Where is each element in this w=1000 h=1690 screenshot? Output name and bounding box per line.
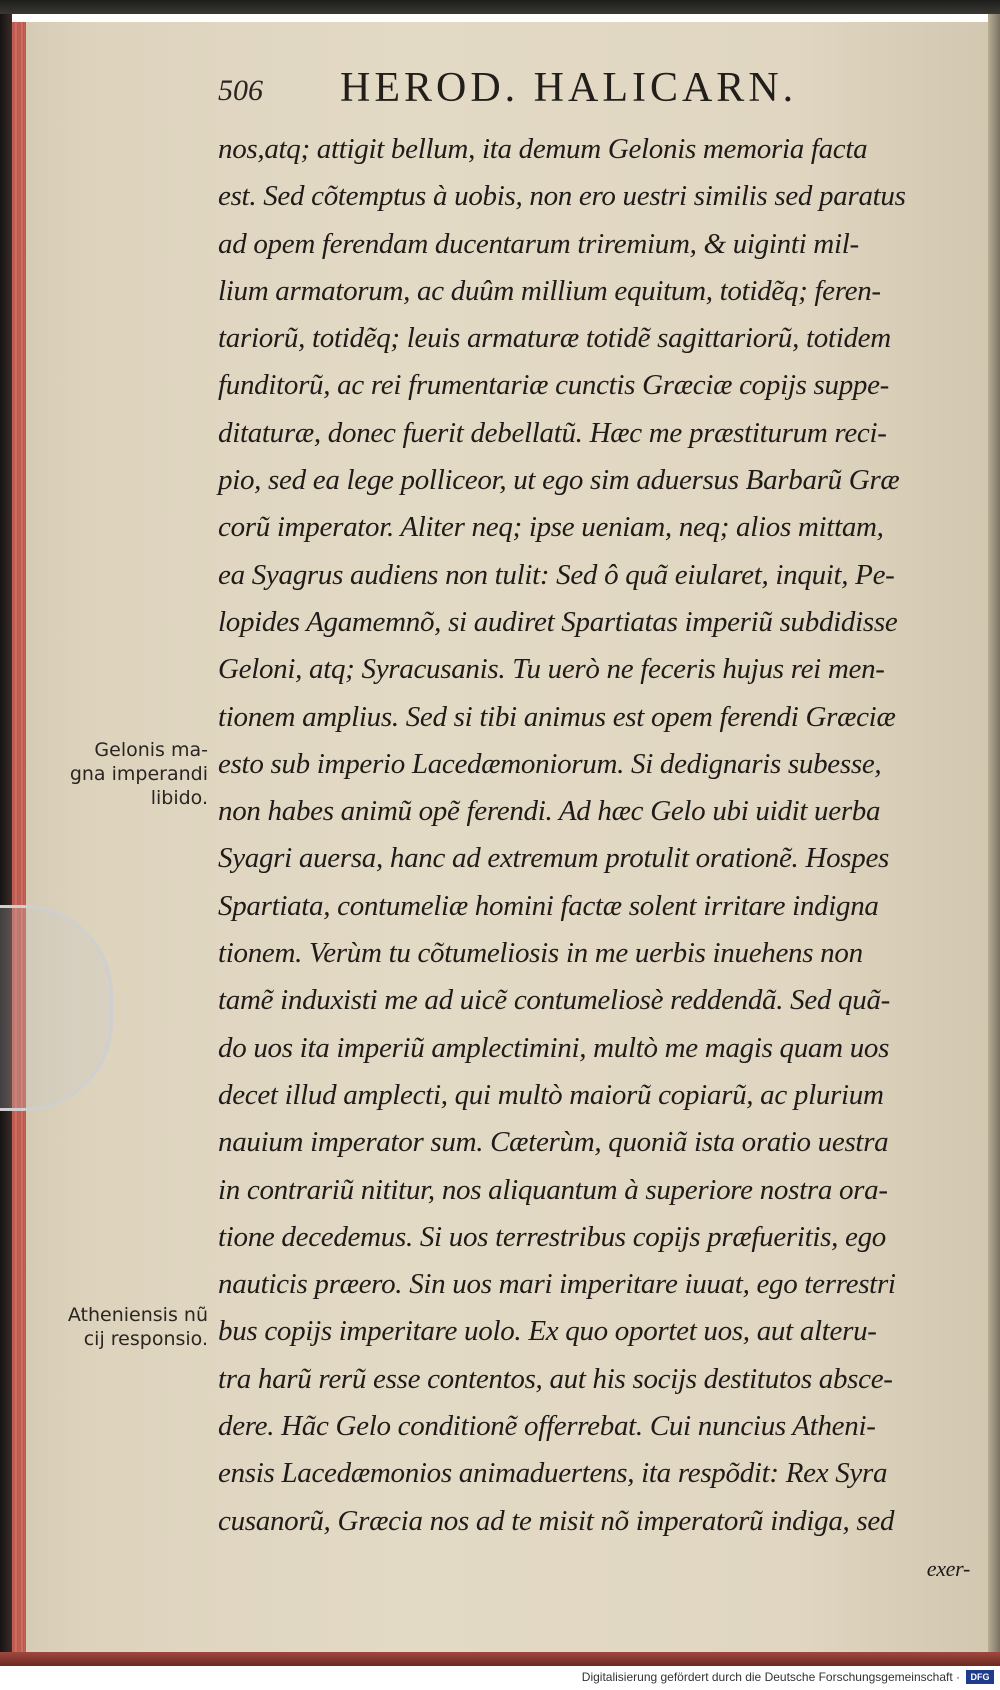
text-line: tra harũ rerũ esse contentos, aut his socijs destitutos absce- xyxy=(218,1362,893,1395)
book-bottom-edge xyxy=(0,1652,1000,1666)
page-gutter-edge xyxy=(988,14,1000,1654)
text-line: ensis Lacedæmonios animaduertens, ita respõdit: Rex Syra xyxy=(218,1457,888,1490)
text-line: ditaturæ, donec fuerit debellatũ. Hæc me præstiturum reci- xyxy=(218,416,887,449)
text-line: tariorũ, totidẽq; leuis armaturæ totidẽ sagittariorũ, totidem xyxy=(218,322,891,355)
text-line: funditorũ, ac rei frumentariæ cunctis Græciæ copijs suppe- xyxy=(218,369,890,402)
text-line: bus copijs imperitare uolo. Ex quo oportet uos, aut alteru- xyxy=(218,1315,877,1348)
sidenote-line: libido. xyxy=(150,787,208,809)
text-line: tamẽ induxisti me ad uicẽ contumeliosè reddendã. Sed quã- xyxy=(218,984,891,1017)
text-line: pio, sed ea lege polliceor, ut ego sim aduersus Barbarũ Græ xyxy=(218,464,900,497)
text-line: nauticis præero. Sin uos mari imperitare iuuat, ego terrestri xyxy=(218,1268,896,1301)
text-line: do uos ita imperiũ amplectimini, multò me magis quam uos xyxy=(218,1031,890,1064)
text-line: tionem amplius. Sed si tibi animus est opem ferendi Græciæ xyxy=(218,700,896,733)
text-line: lopides Agamemnõ, si audiret Spartiatas imperiũ subdidisse xyxy=(218,605,898,638)
text-line: ea Syagrus audiens non tulit: Sed ô quã eiularet, inquit, Pe- xyxy=(218,558,895,591)
running-head xyxy=(218,64,958,112)
body-text xyxy=(218,126,970,1592)
text-line: in contrariũ nititur, nos aliquantum à superiore nostra ora- xyxy=(218,1173,888,1206)
text-line: non habes animũ opẽ ferendi. Ad hæc Gelo ubi uidit uerba xyxy=(218,795,881,828)
text-line: decet illud amplecti, qui multò maiorũ copiarũ, ac plurium xyxy=(218,1078,884,1111)
text-line: Syagri auersa, hanc ad extremum protulit orationẽ. Hospes xyxy=(218,842,890,875)
sidenote-line: Gelonis ma- xyxy=(94,739,208,761)
sidenote-line: cij responsio. xyxy=(83,1328,208,1350)
catchword: exer- xyxy=(926,1555,970,1581)
sidenote-line: Atheniensis nũ xyxy=(67,1304,208,1326)
text-line: lium armatorum, ac duûm millium equitum, totidẽq; feren- xyxy=(218,274,881,307)
text-line: esto sub imperio Lacedæmoniorum. Si dedignaris subesse, xyxy=(218,747,882,780)
text-line: tione decedemus. Si uos terrestribus copijs præfueritis, ego xyxy=(218,1220,887,1253)
page-title: HEROD. HALICARN. xyxy=(340,65,798,111)
text-line: nauium imperator sum. Cæterùm, quoniã ista oratio uestra xyxy=(218,1126,889,1159)
text-line: dere. Hãc Gelo conditionẽ offerrebat. Cui nuncius Atheni- xyxy=(218,1410,876,1443)
text-line: est. Sed cõtemptus à uobis, non ero uestri similis sed paratus xyxy=(218,180,906,213)
dfg-logo-icon: DFG xyxy=(966,1670,994,1684)
sidenote-line: gna imperandi xyxy=(69,763,208,785)
sidenote-atheniensis xyxy=(18,1303,208,1351)
text-line: nos,atq; attigit bellum, ita demum Gelonis memoria facta xyxy=(218,133,868,165)
text-line: tionem. Verùm tu cõtumeliosis in me uerbis inuehens non xyxy=(218,937,863,970)
book-top-edge xyxy=(0,0,1000,14)
text-line: ad opem ferendam ducentarum triremium, & uiginti mil- xyxy=(218,227,859,260)
text-line: Spartiata, contumeliæ homini factæ solent irritare indigna xyxy=(218,889,879,922)
page-number: 506 xyxy=(218,74,263,107)
digitization-footer xyxy=(0,1666,1000,1690)
footer-credit: Digitalisierung gefördert durch die Deutsche Forschungsgemeinschaft · xyxy=(581,1670,960,1684)
text-line: cusanorũ, Græcia nos ad te misit nõ imperatorũ indiga, sed xyxy=(218,1504,895,1537)
sidenote-gelonis xyxy=(48,738,208,810)
book-spine xyxy=(0,14,12,1654)
text-line: corũ imperator. Aliter neq; ipse ueniam, neq; alios mittam, xyxy=(218,511,884,544)
red-page-edges xyxy=(12,22,26,1652)
text-line: Geloni, atq; Syracusanis. Tu uerò ne feceris hujus rei men- xyxy=(218,653,885,686)
